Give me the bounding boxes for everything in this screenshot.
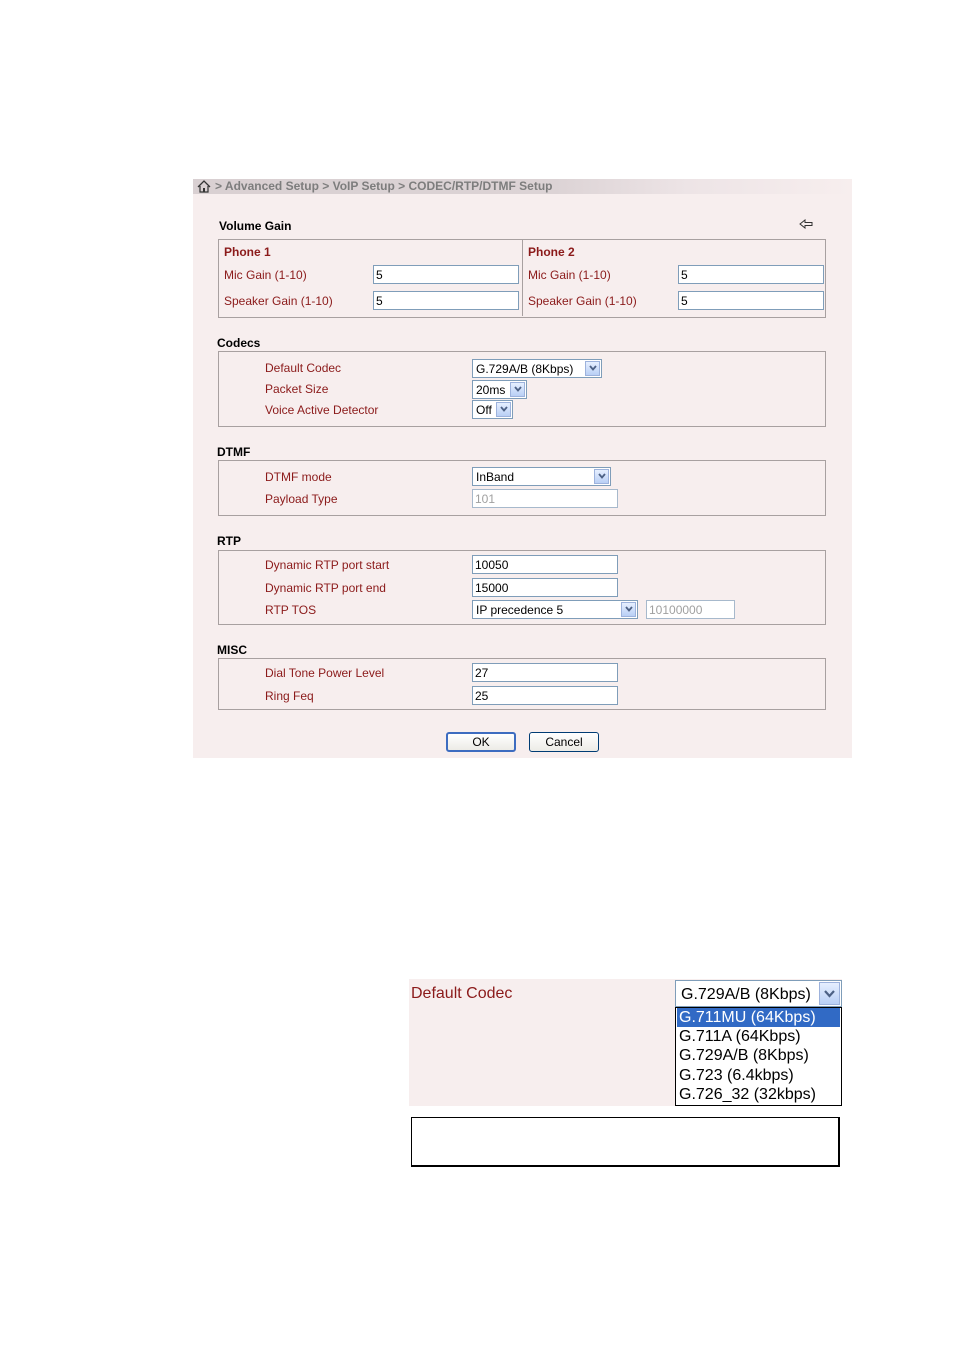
dtmf-title: DTMF xyxy=(217,445,251,459)
ring-freq-input[interactable] xyxy=(472,686,618,705)
phone-divider xyxy=(522,240,523,316)
vad-select[interactable]: Off xyxy=(472,400,513,419)
phone1-speaker-gain-label: Speaker Gain (1-10) xyxy=(224,294,333,308)
volume-gain-title: Volume Gain xyxy=(219,219,292,233)
volume-gain-box xyxy=(218,239,826,318)
rtp-tos-bits-input xyxy=(646,600,735,619)
packet-size-select[interactable]: 20ms xyxy=(472,380,527,399)
codec-dropdown-list xyxy=(675,1007,842,1106)
default-codec-select[interactable]: G.729A/B (8Kbps) xyxy=(472,359,602,378)
caption-box xyxy=(411,1117,840,1167)
payload-type-input xyxy=(472,489,618,508)
rtp-tos-select[interactable]: IP precedence 5 xyxy=(472,600,638,619)
codec-option[interactable]: G.723 (6.4kbps) xyxy=(679,1067,794,1084)
misc-box xyxy=(218,658,826,710)
rtp-port-end-label: Dynamic RTP port end xyxy=(265,581,386,595)
codecs-title: Codecs xyxy=(217,336,261,350)
breadcrumb-bar xyxy=(193,179,852,194)
ok-button[interactable]: OK xyxy=(446,732,516,752)
rtp-port-start-input[interactable] xyxy=(472,555,618,574)
home-icon[interactable] xyxy=(197,180,211,193)
misc-title: MISC xyxy=(217,643,247,657)
dial-tone-level-label: Dial Tone Power Level xyxy=(265,666,385,680)
chevron-down-icon xyxy=(824,989,835,999)
phone1-speaker-gain-input[interactable] xyxy=(373,291,519,310)
phone2-mic-gain-input[interactable] xyxy=(678,265,824,284)
arrow-left-icon[interactable] xyxy=(799,219,813,229)
rtp-tos-label: RTP TOS xyxy=(265,603,317,617)
chevron-down-icon xyxy=(500,405,508,413)
phone2-title: Phone 2 xyxy=(528,245,575,259)
chevron-down-icon xyxy=(589,364,597,372)
phone1-title: Phone 1 xyxy=(224,245,271,259)
codec-setup-panel xyxy=(193,179,852,758)
codecs-box xyxy=(218,351,826,427)
vad-label: Voice Active Detector xyxy=(265,403,379,417)
chevron-down-icon xyxy=(514,385,522,393)
phone2-speaker-gain-label: Speaker Gain (1-10) xyxy=(528,294,637,308)
payload-type-label: Payload Type xyxy=(265,492,338,506)
phone2-mic-gain-label: Mic Gain (1-10) xyxy=(528,268,611,282)
rtp-title: RTP xyxy=(217,534,241,548)
dial-tone-level-input[interactable] xyxy=(472,663,618,682)
codec-option[interactable]: G.726_32 (32kbps) xyxy=(679,1086,816,1103)
zoom-default-codec-label: Default Codec xyxy=(411,985,513,1002)
codec-option[interactable]: G.729A/B (8Kbps) xyxy=(679,1047,809,1064)
packet-size-label: Packet Size xyxy=(265,382,329,396)
rtp-port-start-label: Dynamic RTP port start xyxy=(265,558,390,572)
phone2-speaker-gain-input[interactable] xyxy=(678,291,824,310)
dtmf-mode-select[interactable]: InBand xyxy=(472,467,611,486)
ring-freq-label: Ring Feq xyxy=(265,689,314,703)
phone1-mic-gain-label: Mic Gain (1-10) xyxy=(224,268,307,282)
chevron-down-icon xyxy=(598,472,606,480)
dtmf-box xyxy=(218,460,826,516)
default-codec-zoom xyxy=(409,979,842,1106)
phone1-mic-gain-input[interactable] xyxy=(373,265,519,284)
chevron-down-icon xyxy=(625,605,633,613)
rtp-port-end-input[interactable] xyxy=(472,578,618,597)
default-codec-label: Default Codec xyxy=(265,361,342,375)
zoom-default-codec-select[interactable]: G.729A/B (8Kbps) xyxy=(675,980,842,1007)
breadcrumb: > Advanced Setup > VoIP Setup > CODEC/RTP/DTMF Setup xyxy=(215,179,553,193)
cancel-button[interactable]: Cancel xyxy=(529,732,599,752)
rtp-box xyxy=(218,550,826,625)
codec-option[interactable]: G.711MU (64Kbps) xyxy=(677,1008,840,1027)
codec-option[interactable]: G.711A (64Kbps) xyxy=(679,1028,801,1045)
dtmf-mode-label: DTMF mode xyxy=(265,470,332,484)
